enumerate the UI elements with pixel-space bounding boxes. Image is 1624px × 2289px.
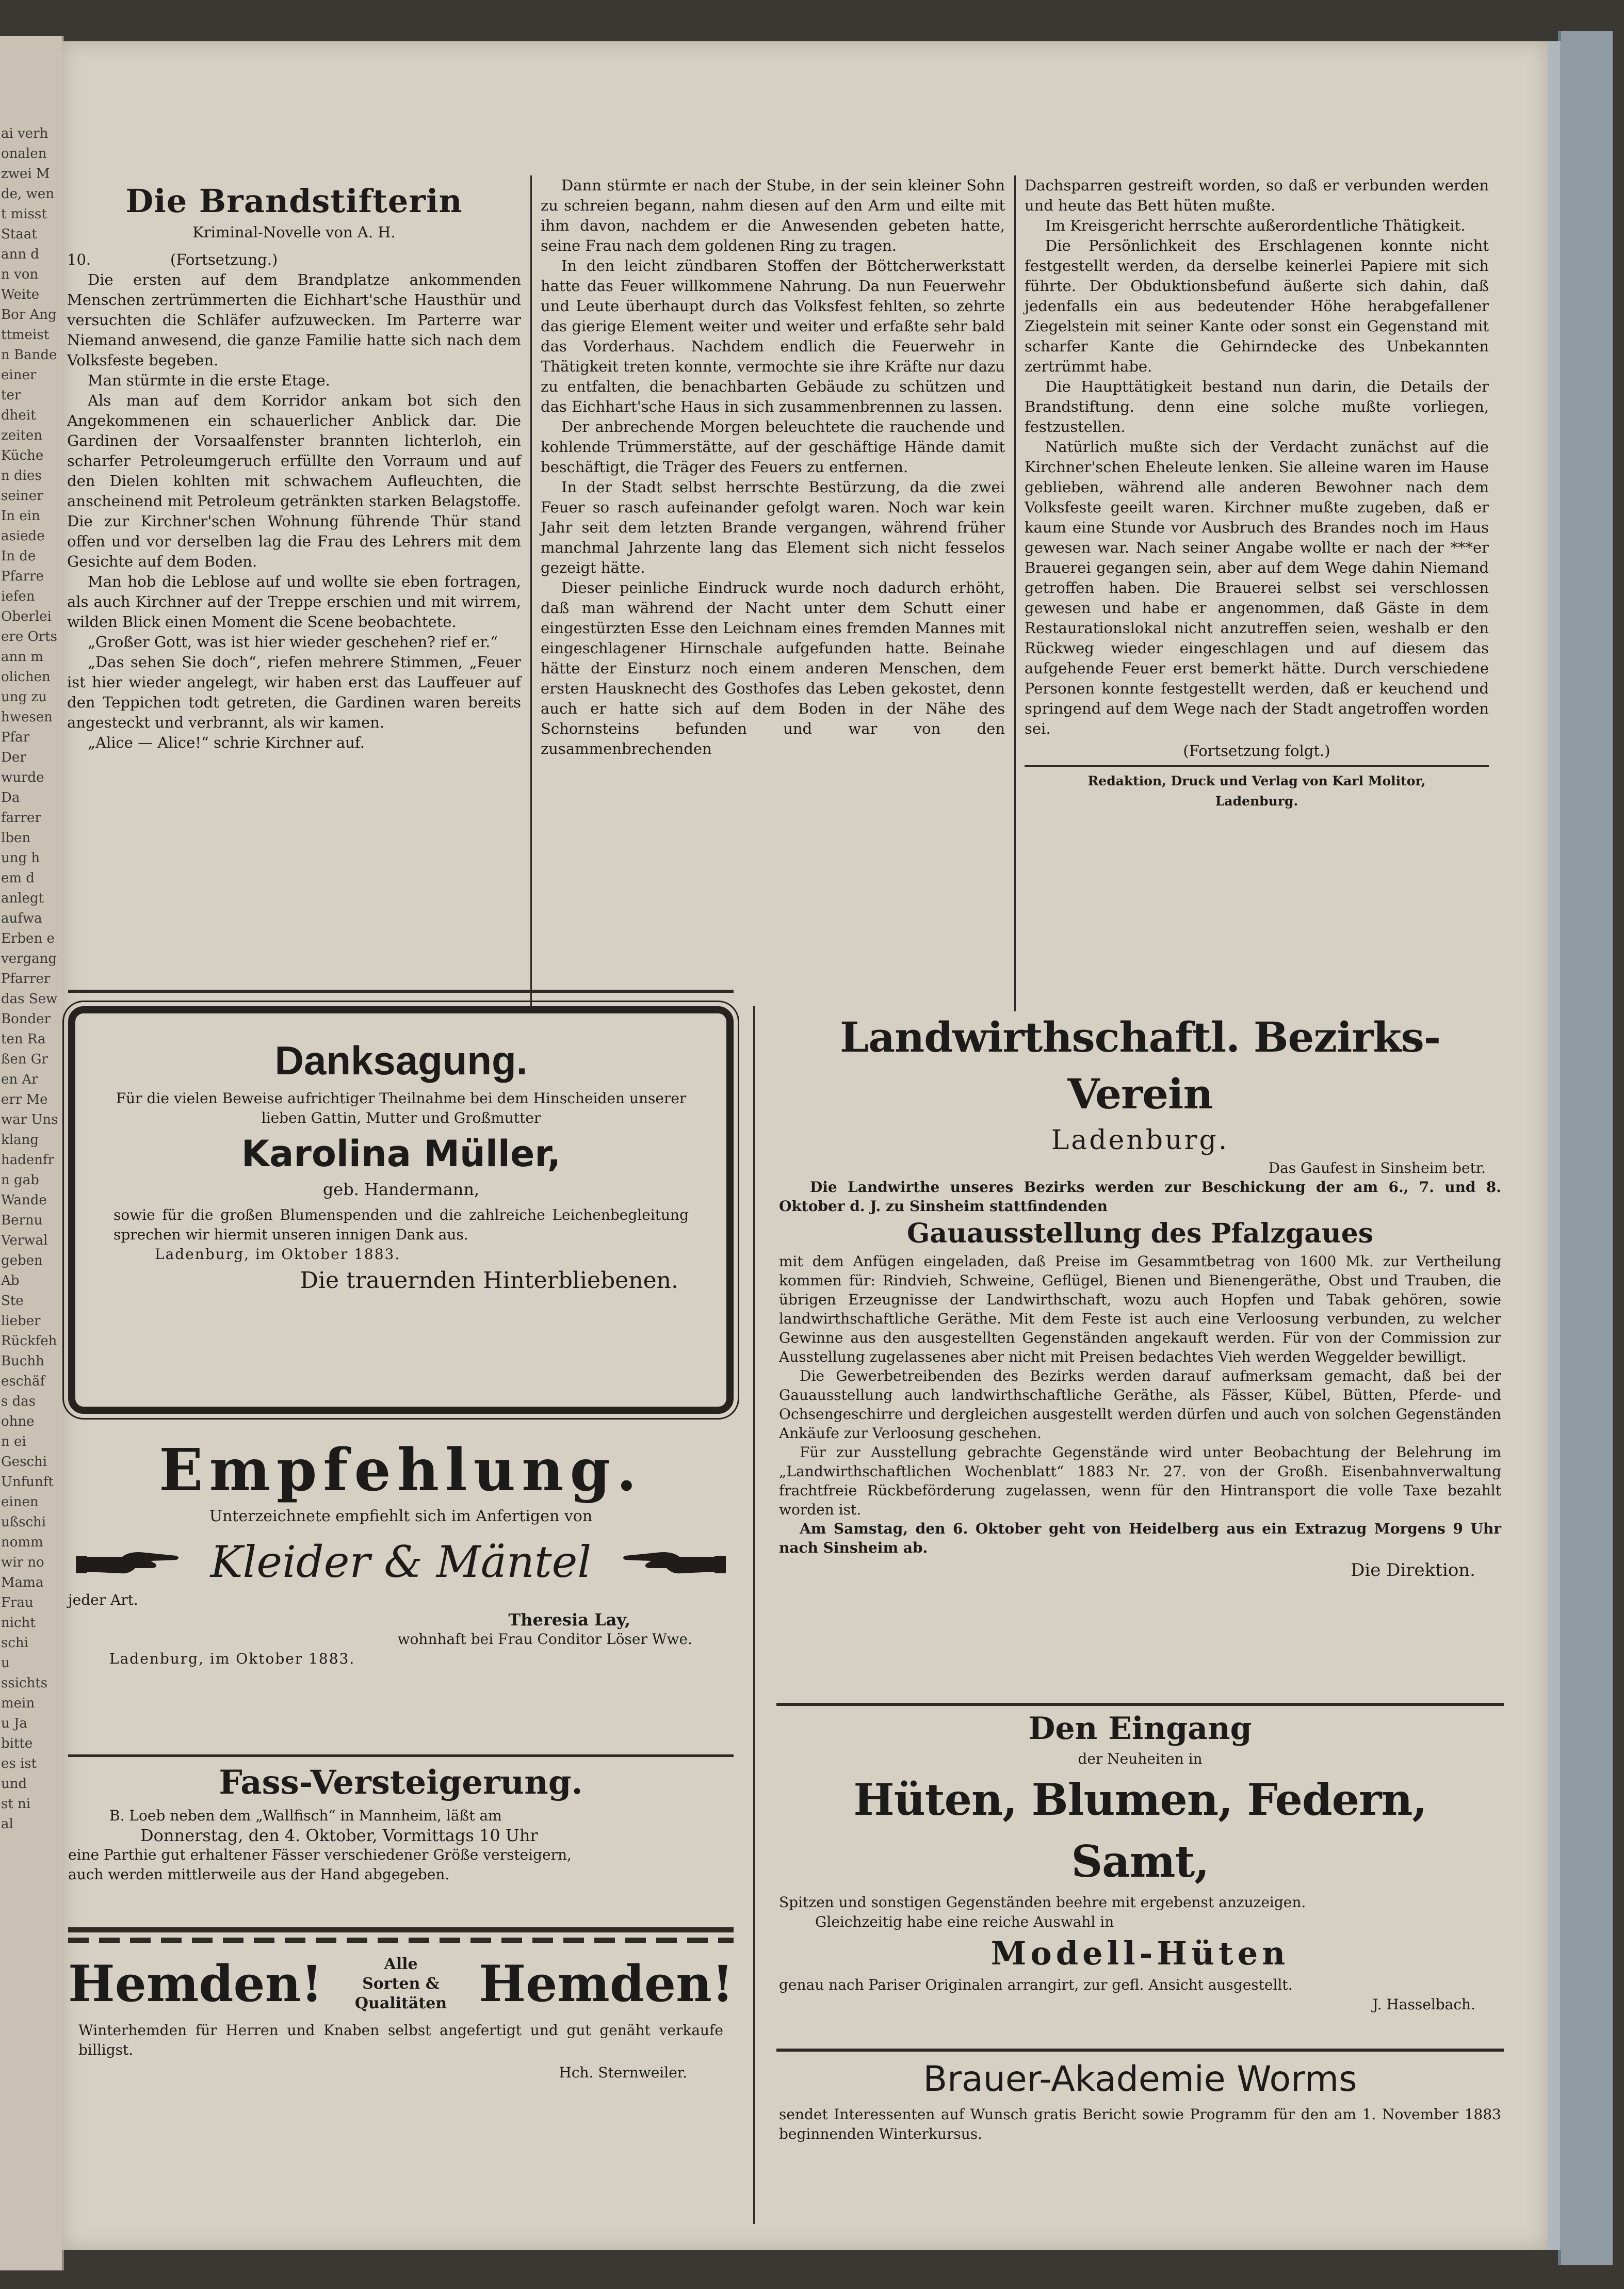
previous-page-fragment: Weite bbox=[1, 287, 40, 302]
verein-p5: Am Samstag, den 6. Oktober geht von Heidelberg aus ein Extrazug Morgens 9 Uhr nach Sinsheim ab. bbox=[779, 1520, 1501, 1556]
previous-page-fragment: n von bbox=[1, 267, 39, 282]
previous-page-fragment: lieber bbox=[1, 1313, 41, 1329]
pointing-hand-left-icon bbox=[620, 1541, 728, 1583]
empfehlung-place-date: Ladenburg, im Oktober 1883. bbox=[109, 1650, 355, 1667]
section-rule bbox=[68, 990, 734, 993]
previous-page-fragment: wir no bbox=[1, 1555, 44, 1570]
hemden-right: Hemden! bbox=[479, 1955, 734, 2013]
novel-paragraph: Dann stürmte er nach der Stube, in der sein kleiner Sohn zu schreien begann, nahm diesen auf den Arm und eilte mit ihm davon, nachdem er die Anwesenden gebeten hatte, seine Frau nach dem goldenen Ring zu tragen. bbox=[541, 176, 1005, 254]
previous-page-fragment: en Ar bbox=[1, 1072, 38, 1087]
column-rule bbox=[753, 1006, 755, 2224]
previous-page-fragment: ere Orts bbox=[1, 629, 58, 644]
novel-continuation: (Fortsetzung.) bbox=[170, 251, 278, 268]
previous-page-fragment: mein bbox=[1, 1696, 35, 1711]
novel-paragraph: In den leicht zündbaren Stoffen der Böttcherwerkstatt hatte das Feuer willkommene Nahrung. Da nun Feuerwehr und Leute überhaupt durch das Volksfest fehlten, so zehrte das gierige Element weiter und weiter und erfaßte sehr bald das Vorderhaus. Nachdem endlich die Feuerwehr in Thätigkeit treten konnte, vermochte sie ihre Kräfte nur dazu zu entfalten, die benachbarten Gebäude zu schützen und das Eichhart'sche Haus in sich zusammenbrennen zu lassen. bbox=[541, 257, 1005, 415]
novel-column-3 bbox=[1025, 175, 1489, 811]
section-rule bbox=[776, 2049, 1504, 2052]
previous-page-fragment: Verwal bbox=[1, 1233, 48, 1248]
previous-page-fragment: In de bbox=[1, 549, 36, 564]
previous-page-fragment: ttmeist bbox=[1, 327, 50, 343]
fass-line-2: Donnerstag, den 4. Oktober, Vormittags 10 Uhr bbox=[140, 1826, 538, 1845]
hemden-middle-bottom: Sorten & Qualitäten bbox=[354, 1975, 447, 2012]
novel-column-1 bbox=[67, 181, 521, 753]
previous-page-fragment: Da bbox=[1, 790, 20, 805]
previous-page-fragment: Oberlei bbox=[1, 609, 52, 624]
hemden-middle-top: Alle bbox=[384, 1955, 418, 1973]
column-rule bbox=[530, 175, 532, 1011]
previous-page-fragment: s das bbox=[1, 1394, 36, 1409]
novel-paragraph: Dachsparren gestreift worden, so daß er verbunden werden und heute das Bett hüten mußte. bbox=[1025, 176, 1489, 214]
previous-page-fragment: In ein bbox=[1, 508, 40, 524]
previous-page-fragment: ung h bbox=[1, 850, 40, 866]
previous-page-fragment: schi bbox=[1, 1635, 28, 1651]
danksagung-title: Danksagung. bbox=[274, 1038, 528, 1083]
previous-page-fragment: nicht bbox=[1, 1615, 36, 1631]
previous-page-fragment: n ei bbox=[1, 1434, 26, 1449]
novel-paragraph: Die Persönlichkeit des Erschlagenen konnte nicht festgestellt werden, da derselbe keinerlei Papiere mit sich führte. Der Obduktionsbefund äußerte sich dahin, daß jedenfalls ein aus bedeutender Höhe herabgefallener Ziegelstein mit seiner Kante oder sonst ein Gegenstand mit scharfer Kante die Gehirndecke des Unbekannten zertrümmt habe. bbox=[1025, 237, 1489, 375]
previous-page-fragment: u Ja bbox=[1, 1716, 27, 1731]
eingang-headline: Hüten, Blumen, Federn, Samt, bbox=[853, 1774, 1427, 1887]
previous-page-fragment: ann d bbox=[1, 247, 39, 262]
novel-paragraph: Man hob die Leblose auf und wollte sie eben fortragen, als auch Kirchner auf der Treppe erschien und mit wirrem, wilden Blick einen Moment die Scene beobachtete. bbox=[67, 573, 521, 631]
empfehlung-address: wohnhaft bei Frau Conditor Löser Wwe. bbox=[397, 1631, 692, 1648]
empfehlung-kind: jeder Art. bbox=[68, 1591, 138, 1608]
novel-number: 10. bbox=[67, 251, 91, 268]
to-be-continued: (Fortsetzung folgt.) bbox=[1183, 742, 1330, 760]
previous-page-fragment: Pfar bbox=[1, 730, 30, 745]
previous-page-fragment: seiner bbox=[1, 488, 43, 504]
previous-page-fragment: Bernu bbox=[1, 1213, 43, 1228]
novel-paragraph: Die Haupttätigkeit bestand nun darin, die Details der Brandstiftung. denn eine solche mußte vorliegen, festzustellen. bbox=[1025, 378, 1489, 436]
previous-page-fragment: st ni bbox=[1, 1796, 31, 1812]
previous-page-fragment: Geschi bbox=[1, 1454, 47, 1470]
previous-page-fragment: klang bbox=[1, 1132, 39, 1148]
previous-page-fragment: dheit bbox=[1, 408, 36, 423]
novel-paragraph: Als man auf dem Korridor ankam bot sich den Angekommenen ein schauerlicher Anblick dar. Die Gardinen der Vorsaalfenster brannten lichterloh, ein scharfer Petroleumgeruch erfüllte den Vorraum und auf den Dielen kohlten mit schwachem Aufleuchten, die anscheinend mit Petroleum getränkten starken Belagstoffe. Die zur Kirchner'schen Wohnung führende Thür stand offen und vor derselben lag die Frau des Lehrers mit dem Gesichte auf dem Boden. bbox=[67, 392, 521, 570]
fass-line-4: auch werden mittlerweile aus der Hand abgegeben. bbox=[68, 1866, 450, 1883]
previous-page-fragment: onalen bbox=[1, 146, 47, 162]
previous-page-fragment: einer bbox=[1, 367, 37, 383]
previous-page-fragment: Der bbox=[1, 750, 26, 765]
novel-paragraph: „Großer Gott, was ist hier wieder geschehen? rief er.“ bbox=[88, 633, 498, 651]
previous-page-fragment: einen bbox=[1, 1494, 39, 1510]
previous-page-fragment: err Me bbox=[1, 1092, 48, 1107]
previous-page-fragment: ohne bbox=[1, 1414, 35, 1429]
verein-event: Gauausstellung des Pfalzgaues bbox=[906, 1218, 1374, 1249]
eingang-line-1: Spitzen und sonstigen Gegenständen beehre mit ergebenst anzuzeigen. bbox=[779, 1894, 1306, 1911]
previous-page-fragment: anlegt bbox=[1, 891, 44, 906]
previous-page-fragment: Buchh bbox=[1, 1353, 44, 1369]
verein-p2: mit dem Anfügen eingeladen, daß Preise im Gesammtbetrag von 1600 Mk. zur Vertheilung kommen für: Rindvieh, Schweine, Geflügel, Bienen und Bienengeräthe, Obst und Trauben, die übrigen Erzeugnisse der Landwirthschaft, wozu auch Hopfen und Tabak gehören, sowie landwirthschaftliche Geräthe. Mit dem Feste ist auch eine Verloosung verbunden, zu welcher Gewinne aus den ausgestellten Gegenständen angekauft werden. Für von der Commission zur Ausstellung zugelassenes aber nicht mit Preisen bedachtes Vieh werden Weggelder bewilligt. bbox=[779, 1253, 1501, 1365]
novel-paragraph: Der anbrechende Morgen beleuchtete die rauchende und kohlende Trümmerstätte, auf der geschäftige Hände damit beschäftigt, die Träger des Feuers zu entfernen. bbox=[541, 418, 1005, 476]
hemden-body: Winterhemden für Herren und Knaben selbst angefertigt und gut genäht verkaufe billigst. bbox=[78, 2022, 723, 2058]
imprint-line-2: Ladenburg. bbox=[1215, 794, 1298, 809]
empfehlung-product-row bbox=[73, 1534, 728, 1590]
previous-page-fragment: Bor Ang bbox=[1, 307, 57, 323]
verein-title: Landwirthschaftl. Bezirks-Verein bbox=[839, 1013, 1441, 1118]
previous-page-fragment: ssichts bbox=[1, 1675, 48, 1691]
previous-page-fragment: war Uns bbox=[1, 1112, 58, 1127]
novel-paragraph: „Alice — Alice!“ schrie Kirchner auf. bbox=[88, 734, 365, 751]
previous-page-fragment: farrer bbox=[1, 810, 41, 826]
previous-page-fragment: Unfunft bbox=[1, 1474, 54, 1490]
newspaper-page bbox=[62, 41, 1548, 2250]
danksagung-place-date: Ladenburg, im Oktober 1883. bbox=[155, 1246, 401, 1263]
verein-subject: Das Gaufest in Sinsheim betr. bbox=[1268, 1159, 1486, 1176]
previous-page-fragment: lben bbox=[1, 830, 31, 846]
previous-page-fragment: Rückfeh bbox=[1, 1333, 57, 1349]
previous-page-fragment: Frau bbox=[1, 1595, 34, 1610]
previous-page-fragment: u bbox=[1, 1655, 10, 1671]
empfehlung-product: Kleider & Mäntel bbox=[210, 1537, 592, 1587]
previous-page-fragment: Küche bbox=[1, 448, 44, 463]
novel-paragraph: Im Kreisgericht herrschte außerordentliche Thätigkeit. bbox=[1045, 217, 1466, 234]
ad-danksagung bbox=[93, 1032, 709, 1297]
previous-page-fragment: eschäf bbox=[1, 1374, 45, 1389]
previous-page-fragment: asiede bbox=[1, 528, 45, 544]
previous-page-fragment: aufwa bbox=[1, 911, 42, 926]
previous-page-fragments bbox=[0, 36, 62, 1834]
verein-signature: Die Direktion. bbox=[1351, 1560, 1475, 1581]
ad-eingang bbox=[779, 1708, 1501, 2014]
previous-page-fragment: Erben e bbox=[1, 931, 55, 946]
previous-page-fragment: Wande bbox=[1, 1192, 47, 1208]
previous-page-fragment: Ste bbox=[1, 1293, 24, 1309]
previous-page-fragment: vergang bbox=[1, 951, 57, 966]
novel-paragraph: In der Stadt selbst herrschte Bestürzung, da die zwei Feuer so rasch aufeinander gefolgt waren. Noch war kein Jahr seit dem letzten Brande vergangen, während früher manchmal Jahrzente lang das Element sich nicht fesselos gezeigt hätte. bbox=[541, 478, 1005, 576]
empfehlung-name: Theresia Lay, bbox=[508, 1610, 630, 1630]
previous-page-fragment: ung zu bbox=[1, 689, 47, 705]
eingang-title: Den Eingang bbox=[1028, 1711, 1252, 1747]
ad-empfehlung bbox=[68, 1434, 734, 1669]
empfehlung-intro: Unterzeichnete empfiehlt sich im Anfertigen von bbox=[209, 1507, 593, 1525]
previous-page-fragment: iefen bbox=[1, 589, 35, 604]
hemden-headline-row bbox=[68, 1951, 734, 2018]
previous-page-fragment: em d bbox=[1, 871, 35, 886]
novel-paragraph: Die ersten auf dem Brandplatze ankommenden Menschen zertrümmerten die Eichhart'sche Hausthür und versuchten die Schläfer aufzuwecken. Im Parterre war Niemand anwesend, die ganze Familie hatte sich nach dem Volksfeste begeben. bbox=[67, 271, 521, 369]
previous-page-fragment: ai verh bbox=[1, 126, 48, 141]
ad-fass bbox=[68, 1760, 734, 1884]
verein-p1: Die Landwirthe unseres Bezirks werden zur Beschickung der am 6., 7. und 8. Oktober d. J. zu Sinsheim stattfindenden bbox=[779, 1179, 1501, 1215]
verein-p4: Für zur Ausstellung gebrachte Gegenstände wird unter Beobachtung der Belehrung im „Landwirthschaftlichen Wochenblatt“ 1883 Nr. 27. von der Großh. Eisenbahnverwaltung frachtfreie Rückbeförderung zugelassen, wenn für den Hintransport die volle Taxe bezahlt worden ist. bbox=[779, 1444, 1501, 1518]
fass-title: Fass-Versteigerung. bbox=[219, 1763, 583, 1802]
verein-place: Ladenburg. bbox=[1051, 1125, 1229, 1156]
novel-byline: Kriminal-Novelle von A. H. bbox=[192, 223, 396, 241]
ad-brauer bbox=[779, 2056, 1501, 2144]
novel-title: Die Brandstifterin bbox=[125, 182, 463, 220]
hemden-middle bbox=[323, 1955, 479, 2013]
binding-board bbox=[1558, 31, 1613, 2265]
novel-paragraph: Dieser peinliche Eindruck wurde noch dadurch erhöht, daß man während der Nacht unter dem Schutt einer eingestürzten Esse den Leichnam eines fremden Mannes mit eingeschlagener Hirnschale aufgefunden hatte. Beinahe hätte der Einsturz noch einem anderen Menschen, dem ersten Hausknecht des Gosthofes das Leben gekostet, denn auch er hatte sich auf dem Boden in der Nähe des Schornsteins befunden und war von den zusammenbrechenden bbox=[541, 579, 1005, 757]
previous-page-fragment: Pfarre bbox=[1, 569, 44, 584]
previous-page-fragment: und bbox=[1, 1776, 27, 1792]
previous-page-fragment: geben bbox=[1, 1253, 43, 1268]
previous-page-fragment: ußschi bbox=[1, 1514, 46, 1530]
previous-page-fragment: ten Ra bbox=[1, 1031, 46, 1047]
section-rule bbox=[68, 1754, 734, 1757]
hemden-signature: Hch. Sternweiler. bbox=[559, 2064, 687, 2081]
eingang-headline-2: Modell-Hüten bbox=[990, 1935, 1290, 1972]
novel-paragraph: „Das sehen Sie doch“, riefen mehrere Stimmen, „Feuer ist hier wieder angelegt, wir haben erst das Lauffeuer auf den Teppichen todt getreten, die Gardinen waren bereits angesteckt und verbrannt, als wir kamen. bbox=[67, 653, 521, 731]
fass-line-3: eine Parthie gut erhaltener Fässer verschiedener Größe versteigern, bbox=[68, 1846, 572, 1863]
hemden-dashed-rule bbox=[68, 1938, 734, 1943]
previous-page-fragment: ann m bbox=[1, 649, 43, 665]
brauer-title: Brauer-Akademie Worms bbox=[923, 2059, 1357, 2100]
eingang-line-3: genau nach Pariser Originalen arrangirt, zur gefl. Ansicht ausgestellt. bbox=[779, 1976, 1293, 1993]
danksagung-intro: Für die vielen Beweise aufrichtiger Theilnahme bei dem Hinscheiden unserer lieben Gattin, Mutter und Großmutter bbox=[116, 1090, 687, 1126]
previous-page-fragment: olichen bbox=[1, 669, 51, 685]
previous-page-fragment: de, wen bbox=[1, 186, 54, 202]
previous-page-fragment: al bbox=[1, 1816, 13, 1832]
previous-page-fragment: Staat bbox=[1, 227, 37, 242]
empfehlung-title: Empfehlung. bbox=[159, 1437, 643, 1504]
previous-page-fragment: ter bbox=[1, 388, 21, 403]
previous-page-fragment: ßen Gr bbox=[1, 1052, 48, 1067]
section-rule bbox=[776, 1703, 1504, 1706]
verein-p3: Die Gewerbetreibenden des Bezirks werden darauf aufmerksam gemacht, daß bei der Gauausstellung auch landwirthschaftliche Geräthe, als Fässer, Kübel, Bütten, Pferde- und Ochsengeschirre und dergleichen ausgestellt werden dürfen und auch von solchen Gegenständen Ankäufe zur Verloosung geschehen. bbox=[779, 1367, 1501, 1442]
novel-paragraph: Natürlich mußte sich der Verdacht zunächst auf die Kirchner'schen Eheleute lenken. Sie alleine waren im Hause geblieben, während alle anderen Bewohner nach dem Volksfeste geeilt waren. Kirchner mußte zugeben, daß er kaum eine Stunde vor Ausbruch des Brandes noch im Haus gewesen war. Nach seiner Angabe wollte er nach der ***er Brauerei gegangen sein, aber auf dem Wege dahin Niemand getroffen haben. Die Brauerei selbst sei verschlossen gewesen und habe er angenommen, daß Gäste in dem Restaurationslokal nicht anzutreffen seien, weshalb er den Rückweg wieder eingeschlagen und auf diesem das aufgehende Feuer erst bemerkt hätte. Durch verschiedene Personen konnte festgestellt werden, daß er keuchend und springend auf dem Wege nach der Stadt angetroffen worden sei. bbox=[1025, 438, 1489, 737]
previous-page-fragment: n gab bbox=[1, 1172, 39, 1188]
danksagung-signature: Die trauernden Hinterbliebenen. bbox=[300, 1267, 678, 1294]
previous-page-fragment: hadenfr bbox=[1, 1152, 55, 1168]
novel-paragraph: Man stürmte in die erste Etage. bbox=[88, 372, 330, 389]
previous-page-fragment: Pfarrer bbox=[1, 971, 51, 987]
previous-page-edge bbox=[0, 36, 64, 2270]
previous-page-fragment: n Bande bbox=[1, 347, 57, 363]
previous-page-fragment: es ist bbox=[1, 1756, 37, 1771]
danksagung-body: sowie für die großen Blumenspenden und die zahlreiche Leichenbegleitung sprechen wir hiermit unseren innigen Dank aus. bbox=[113, 1206, 689, 1243]
previous-page-fragment: nomm bbox=[1, 1535, 43, 1550]
previous-page-fragment: zeiten bbox=[1, 428, 42, 443]
previous-page-fragment: Mama bbox=[1, 1575, 44, 1590]
previous-page-fragment: n dies bbox=[1, 468, 42, 483]
danksagung-born: geb. Handermann, bbox=[322, 1180, 480, 1199]
previous-page-fragment: das Sew bbox=[1, 991, 58, 1007]
previous-page-fragment: bitte bbox=[1, 1736, 33, 1751]
brauer-body: sendet Interessenten auf Wunsch gratis Bericht sowie Programm für den am 1. November 1883 beginnenden Winterkursus. bbox=[779, 2106, 1501, 2142]
previous-page-fragment: t misst bbox=[1, 206, 47, 222]
pointing-hand-right-icon bbox=[73, 1541, 182, 1583]
previous-page-fragment: zwei M bbox=[1, 166, 50, 182]
fass-line-1: B. Loeb neben dem „Wallfisch“ in Mannheim, läßt am bbox=[109, 1807, 502, 1824]
previous-page-fragment: hwesen bbox=[1, 710, 53, 725]
column-rule bbox=[1014, 175, 1016, 1011]
hemden-top-rule bbox=[68, 1927, 734, 1932]
imprint-rule bbox=[1025, 765, 1489, 767]
novel-column-2 bbox=[541, 175, 1005, 759]
eingang-line-2: Gleichzeitig habe eine reiche Auswahl in bbox=[815, 1913, 1114, 1930]
previous-page-fragment: Bonder bbox=[1, 1011, 51, 1027]
ad-verein bbox=[779, 1009, 1501, 1583]
previous-page-fragment: Ab bbox=[1, 1273, 20, 1288]
danksagung-name: Karolina Müller, bbox=[241, 1133, 561, 1175]
previous-page-fragment: wurde bbox=[1, 770, 44, 785]
ad-hemden bbox=[68, 1951, 734, 2083]
imprint-line-1: Redaktion, Druck und Verlag von Karl Molitor, bbox=[1087, 773, 1426, 788]
hemden-left: Hemden! bbox=[68, 1955, 323, 2013]
eingang-signature: J. Hasselbach. bbox=[1372, 1996, 1475, 2013]
eingang-sub: der Neuheiten in bbox=[1078, 1750, 1203, 1767]
novel-number-row bbox=[67, 250, 521, 270]
